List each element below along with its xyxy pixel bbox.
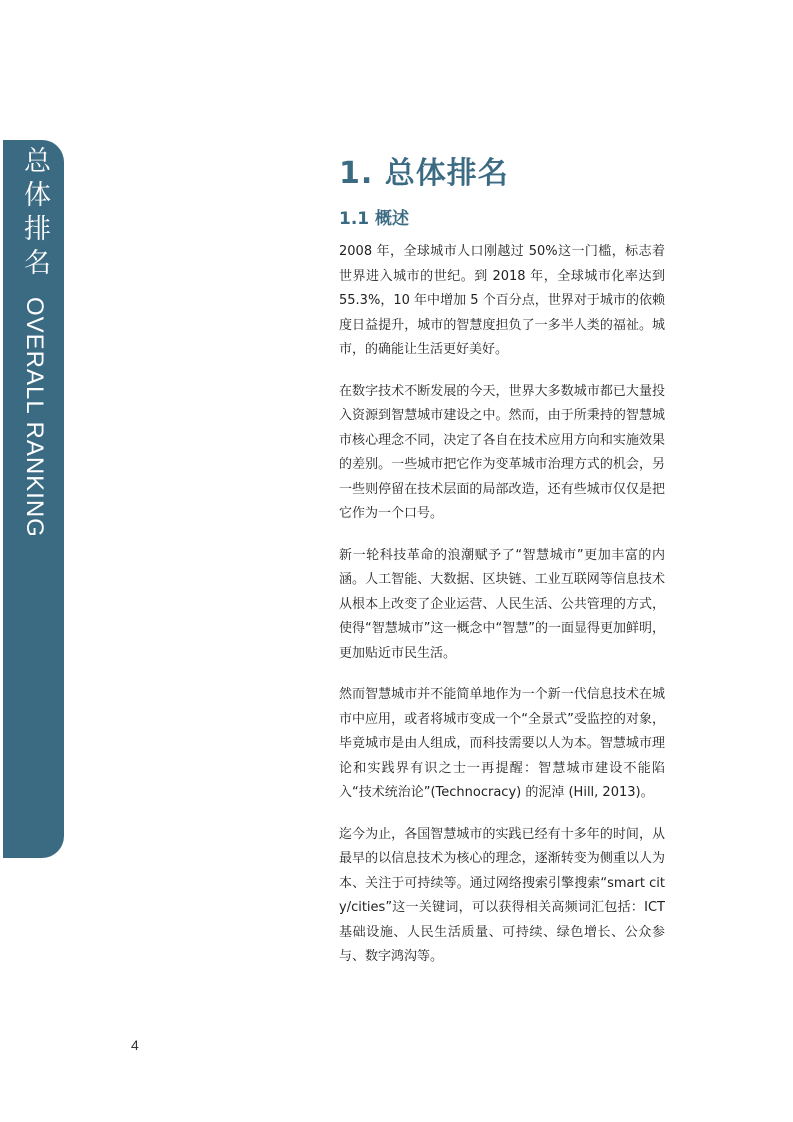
side-chapter-title-en: OVERALL RANKING <box>21 297 48 538</box>
body-text <box>339 240 665 987</box>
paragraph: 2008 年，全球城市人口刚越过 50%这一门槛，标志着世界进入城市的世纪。到 2018 年，全球城市化率达到 55.3%，10 年中增加 5 个百分点，世界对于城市的依赖度日益提升，城市的智慧度担负了一多半人类的福祉。城市，的确能让生活更好美好。 <box>339 244 665 357</box>
side-chapter-tab <box>3 140 64 858</box>
page-title: 1. 总体排名 <box>339 156 509 191</box>
page-number: 4 <box>131 1037 139 1053</box>
paragraph: 然而智慧城市并不能简单地作为一个新一代信息技术在城市中应用，或者将城市变成一个“全景式”受监控的对象，毕竟城市是由人组成，而科技需要以人为本。智慧城市理论和实践界有识之士一再提醒：智慧城市建设不能陷入“技术统治论”(Technocracy) 的泥淖 (Hill, 2013)。 <box>339 687 665 800</box>
paragraph: 新一轮科技革命的浪潮赋予了“智慧城市”更加丰富的内涵。人工智能、大数据、区块链、工业互联网等信息技术从根本上改变了企业运营、人民生活、公共管理的方式，使得“智慧城市”这一概念中“智慧”的一面显得更加鲜明，更加贴近市民生活。 <box>339 547 665 661</box>
paragraph: 在数字技术不断发展的今天，世界大多数城市都已大量投入资源到智慧城市建设之中。然而，由于所秉持的智慧城市核心理念不同，决定了各自在技术应用方向和实施效果的差别。一些城市把它作为变革城市治理方式的机会，另一些则停留在技术层面的局部改造，还有些城市仅仅是把它作为一个口号。 <box>339 383 665 521</box>
side-chapter-label <box>17 146 51 538</box>
paragraph: 迄今为止，各国智慧城市的实践已经有十多年的时间，从最早的以信息技术为核心的理念，逐渐转变为侧重以人为本、关注于可持续等。通过网络搜索引擎搜索“smart city/cities”这一关键词，可以获得相关高频词汇包括：ICT 基础设施、人民生活质量、可持续、绿色增长、公众参与、数字鸿沟等。 <box>339 826 665 964</box>
side-chapter-title-cn: 总体排名 <box>19 146 50 282</box>
section-heading: 1.1 概述 <box>339 209 410 229</box>
